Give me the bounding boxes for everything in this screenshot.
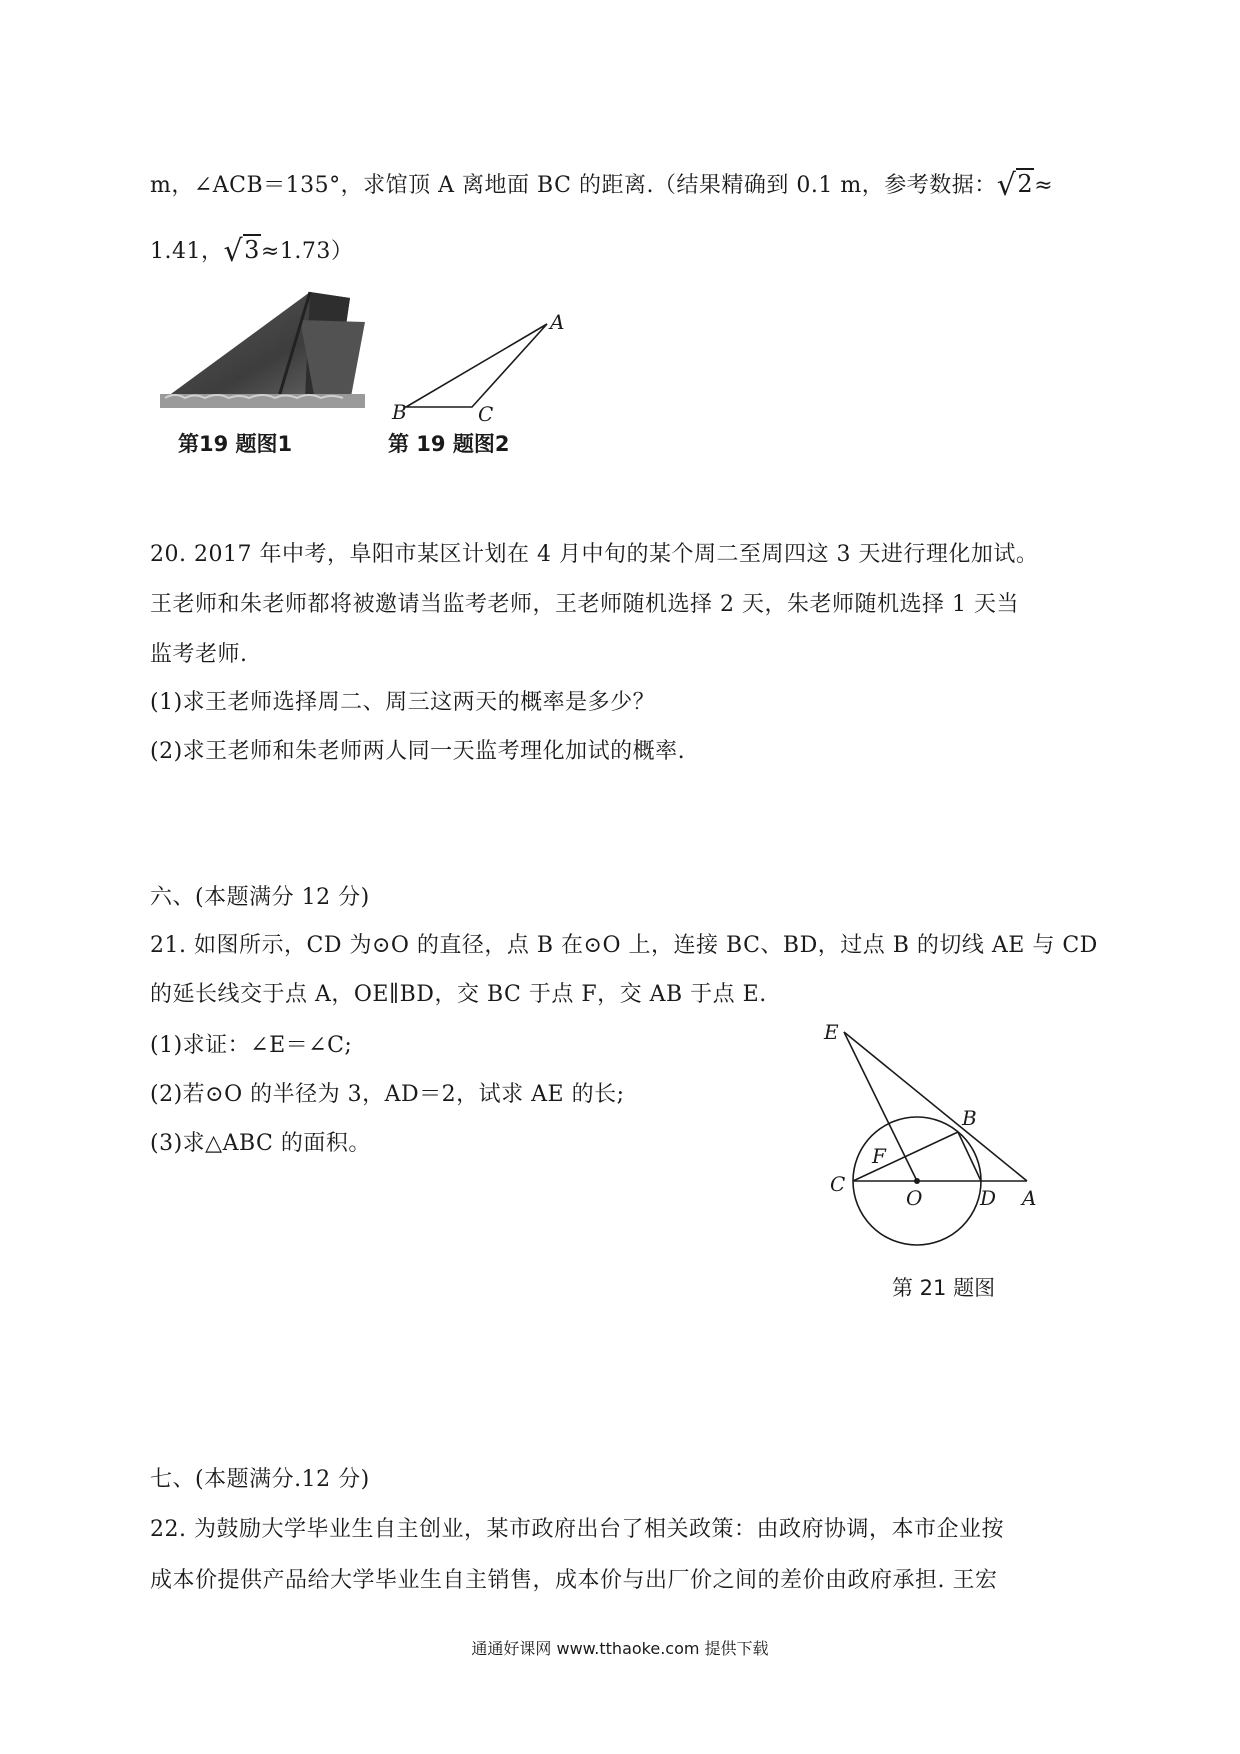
fig21-label-a: A xyxy=(1022,1186,1037,1210)
sqrt-3-expression: √3 xyxy=(223,234,260,269)
q20-line-1: 20. 2017 年中考，阜阳市某区计划在 4 月中旬的某个周二至周四这 3 天进行理化加试。 xyxy=(150,542,1039,567)
q21-line-2: 的延长线交于点 A，OE∥BD，交 BC 于点 F，交 AB 于点 E. xyxy=(150,982,767,1007)
q19-text-1a: m，∠ACB＝135°，求馆顶 A 离地面 BC 的距离.（结果精确到 0.1 m，参考数据： xyxy=(150,173,997,198)
fig21-caption: 第 21 题图 xyxy=(892,1276,996,1300)
q19-approx-sign: ≈ xyxy=(1034,173,1054,198)
fig21-label-c: C xyxy=(830,1172,846,1196)
q22-line-2: 成本价提供产品给大学毕业生自主销售，成本价与出厂价之间的差价由政府承担. 王宏 xyxy=(150,1568,998,1593)
fig19-label-a: A xyxy=(550,310,565,334)
q19-line-2 xyxy=(150,234,1100,269)
q20-sub-1: (1)求王老师选择周二、周三这两天的概率是多少？ xyxy=(150,690,656,715)
q21-sub-1: (1)求证：∠E＝∠C; xyxy=(150,1033,353,1058)
sqrt-2-expression: √2 xyxy=(996,168,1034,203)
fig21-label-o: O xyxy=(906,1186,923,1210)
fig19-1-caption: 第19 题图1 xyxy=(178,432,293,456)
sqrt-2-radicand: 2 xyxy=(1017,170,1034,198)
center-point-o xyxy=(914,1178,920,1184)
triangle-abc xyxy=(406,324,547,407)
fig21-label-b: B xyxy=(962,1106,977,1130)
fig19-2-caption: 第 19 题图2 xyxy=(388,432,510,456)
q20-sub-2: (2)求王老师和朱老师两人同一天监考理化加试的概率. xyxy=(150,739,686,764)
q21-sub-2: (2)若⊙O 的半径为 3，AD＝2，试求 AE 的长; xyxy=(150,1082,625,1107)
section-6-heading: 六、(本题满分 12 分) xyxy=(150,885,370,910)
page-footer: 通通好课网 www.tthaoke.com 提供下载 xyxy=(471,1639,769,1658)
fig19-1-building-photo xyxy=(160,290,370,410)
q20-line-3: 监考老师. xyxy=(150,642,248,667)
section-7-heading: 七、(本题满分.12 分) xyxy=(150,1467,370,1492)
fig19-label-b: B xyxy=(392,400,407,424)
fig19-label-c: C xyxy=(478,402,494,426)
q20-line-2: 王老师和朱老师都将被邀请当监考老师，王老师随机选择 2 天，朱老师随机选择 1 天当 xyxy=(150,592,1019,617)
q19-text-2b: ≈1.73） xyxy=(260,239,354,264)
q21-line-1: 21. 如图所示，CD 为⊙O 的直径，点 B 在⊙O 上，连接 BC、BD，过点 B 的切线 AE 与 CD xyxy=(150,933,1098,958)
q21-sub-3: (3)求△ABC 的面积。 xyxy=(150,1131,371,1156)
chord-bd xyxy=(958,1132,981,1181)
fig21-label-e: E xyxy=(824,1020,839,1044)
q19-line-1 xyxy=(150,168,1100,203)
fig21-circle-diagram xyxy=(820,1020,1060,1260)
sqrt-3-radicand: 3 xyxy=(244,236,260,264)
q22-line-1: 22. 为鼓励大学毕业生自主创业，某市政府出台了相关政策：由政府协调，本市企业按 xyxy=(150,1517,1004,1542)
q19-text-2a: 1.41， xyxy=(150,239,224,264)
fig21-label-d: D xyxy=(980,1186,997,1210)
fig21-label-f: F xyxy=(872,1144,886,1168)
